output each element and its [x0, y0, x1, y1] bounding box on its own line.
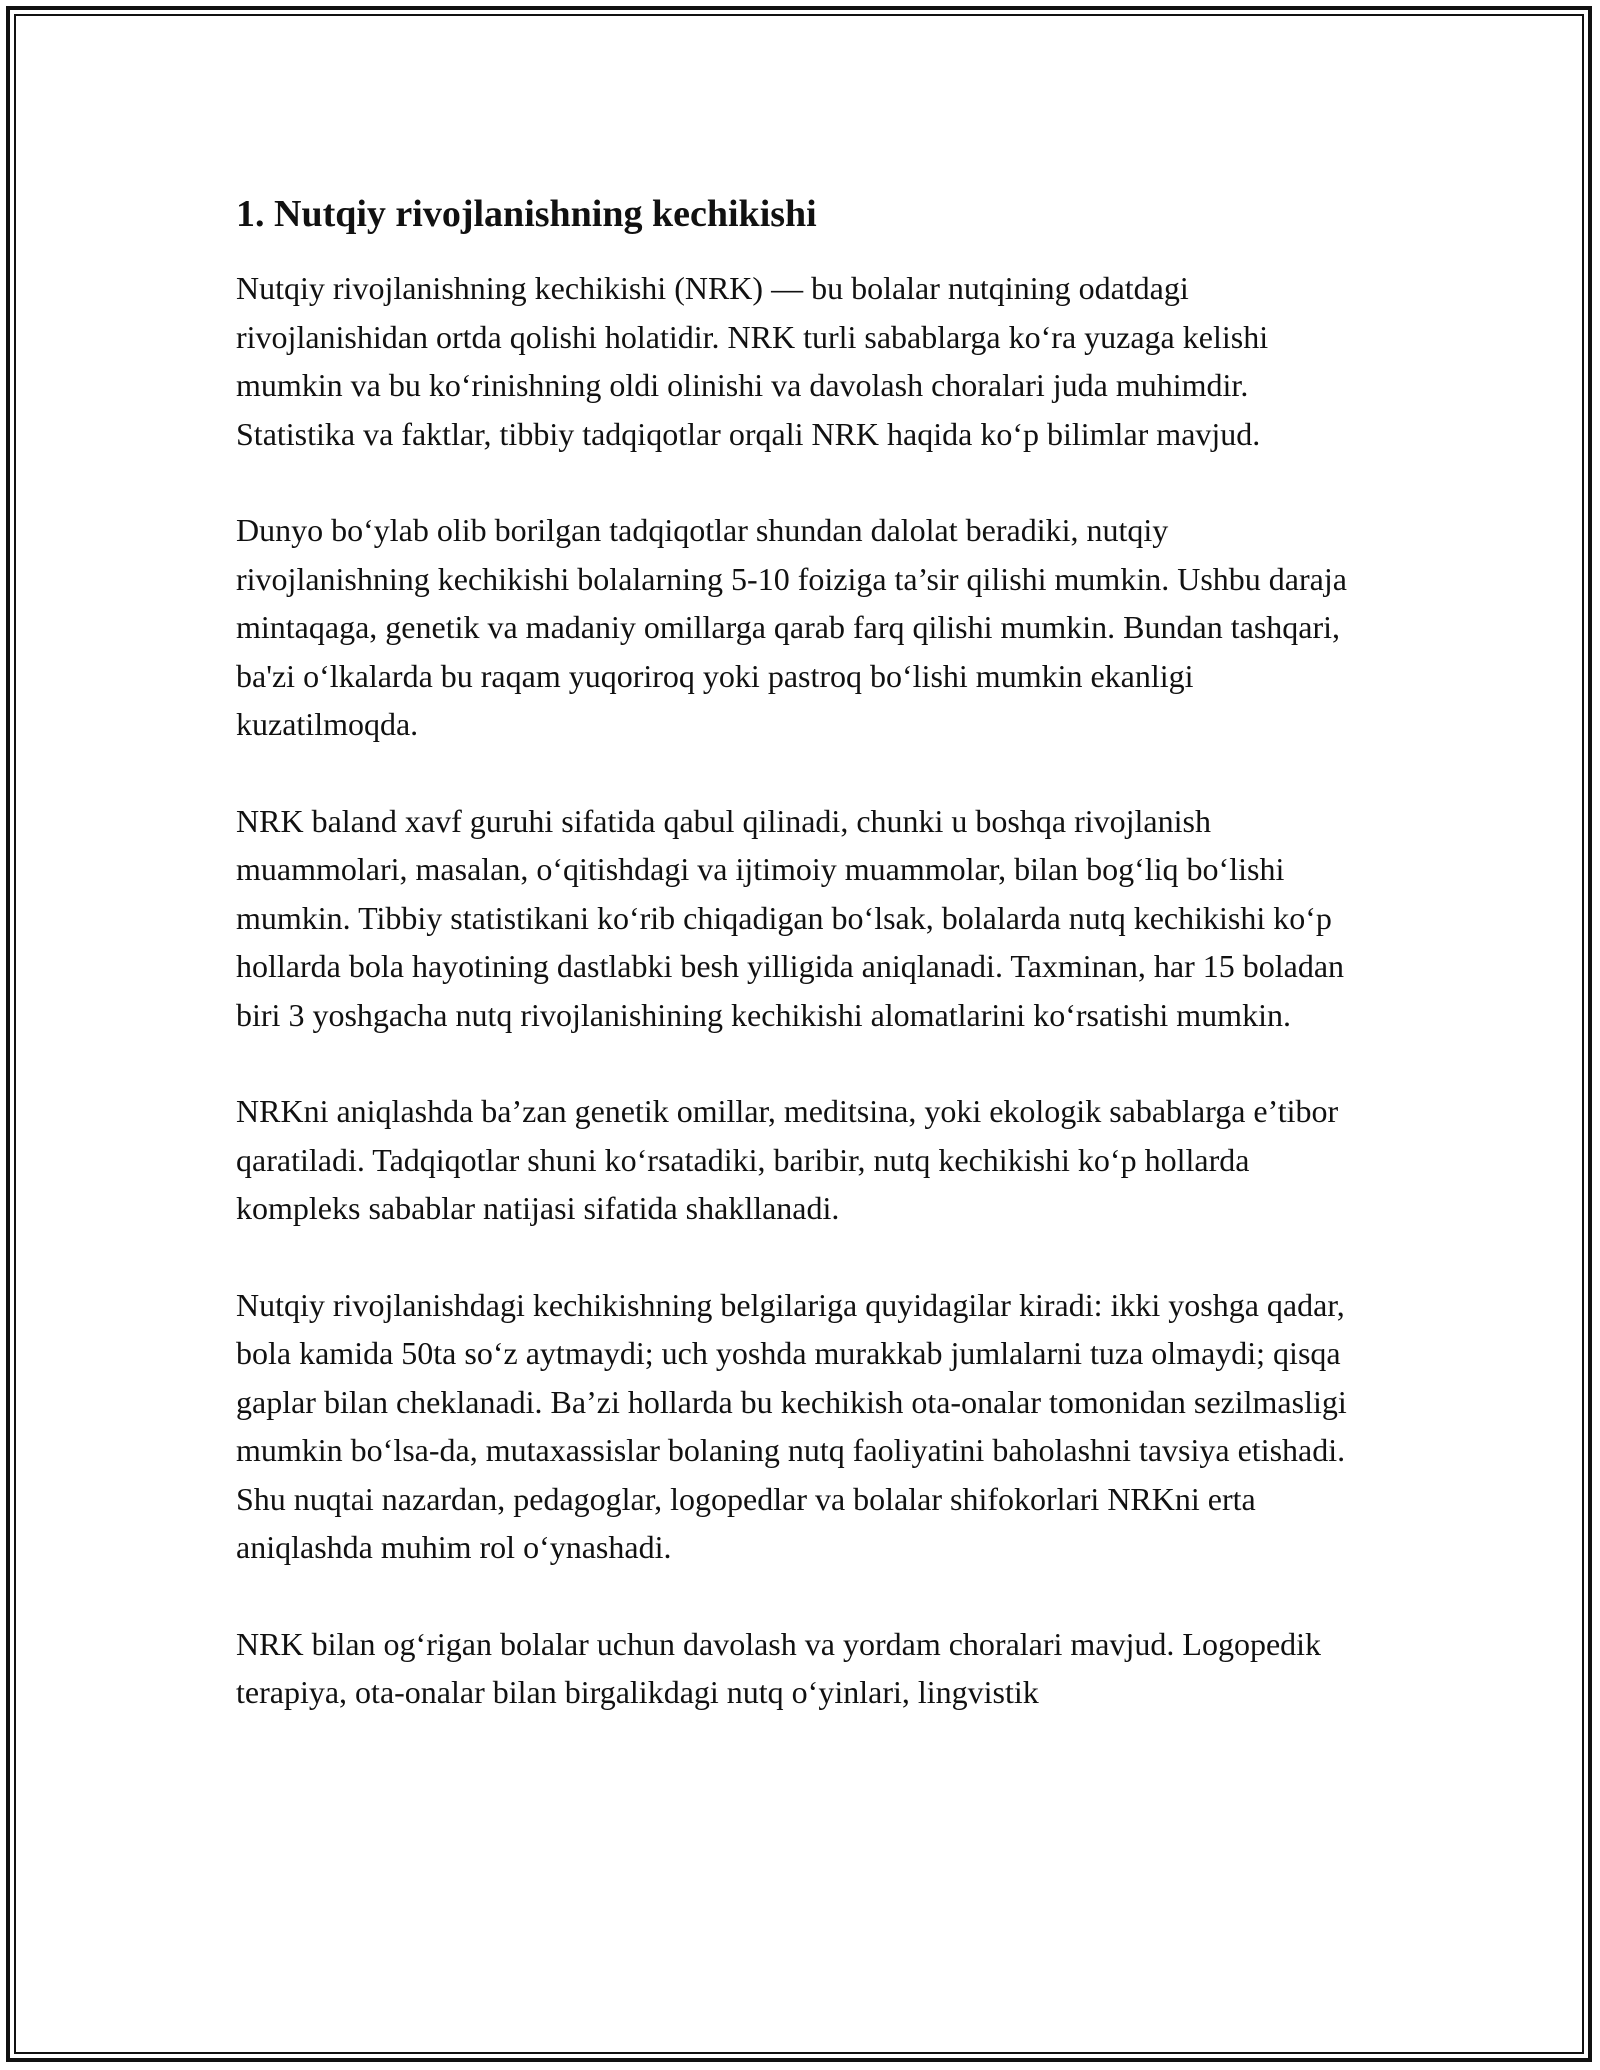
paragraph-causes: NRKni aniqlashda ba’zan genetik omillar, meditsina, yoki ekologik sabablarga e’tibor qaratiladi. Tadqiqotlar shuni ko‘rsatadiki, baribir, nutq kechikishi ko‘p hollarda kompleks sabablar natijasi sifatida shakllanadi. — [236, 1093, 1339, 1226]
section-heading: 1. Nutqiy rivojlanishning kechikishi — [236, 193, 817, 235]
paragraph-treatment: NRK bilan og‘rigan bolalar uchun davolash va yordam choralari mavjud. Logopedik terapiya, ota-onalar bilan birgalikdagi nutq o‘yinlari, lingvistik — [236, 1625, 1322, 1710]
paragraph-intro: Nutqiy rivojlanishning kechikishi (NRK) — bu bolalar nutqining odatdagi rivojlanishidan ortda qolishi holatidir. NRK turli sabablarga ko‘ra yuzaga kelishi mumkin va bu ko‘rinishning oldi olinishi va davolash choralari juda muhimdir. Statistika va faktlar, tibbiy tadqiqotlar orqali NRK haqida ko‘p bilimlar mavjud. — [236, 270, 1269, 452]
paragraph-signs: Nutqiy rivojlanishdagi kechikishning belgilariga quyidagilar kiradi: ikki yoshga qadar, bola kamida 50ta so‘z aytmaydi; uch yoshda murakkab jumlalarni tuza olmaydi; qisqa gaplar bilan cheklanadi. Ba’zi hollarda bu kechikish ota-onalar tomonidan sezilmasligi mumkin bo‘lsa-da, mutaxassislar bolaning nutq faoliyatini baholashni tavsiya etishadi. Shu nuqtai nazardan, pedagoglar, logopedlar va bolalar shifokorlari NRKni erta aniqlashda muhim rol o‘ynashadi. — [236, 1286, 1347, 1565]
paragraph-risk-group: NRK baland xavf guruhi sifatida qabul qilinadi, chunki u boshqa rivojlanish muammolari, masalan, o‘qitishdagi va ijtimoiy muammolar, bilan bog‘liq bo‘lishi mumkin. Tibbiy statistikani ko‘rib chiqadigan bo‘lsak, bolalarda nutq kechikishi ko‘p hollarda bola hayotining dastlabki besh yilligida aniqlanadi. Taxminan, har 15 boladan biri 3 yoshgacha nutq rivojlanishining kechikishi alomatlarini ko‘rsatishi mumkin. — [236, 802, 1345, 1033]
document-body — [236, 186, 1366, 1765]
paragraph-prevalence: Dunyo bo‘ylab olib borilgan tadqiqotlar shundan dalolat beradiki, nutqiy rivojlanishning kechikishi bolalarning 5-10 foiziga ta’sir qilishi mumkin. Ushbu daraja mintaqaga, genetik va madaniy omillarga qarab farq qilishi mumkin. Bundan tashqari, ba'zi o‘lkalarda bu raqam yuqoriroq yoki pastroq bo‘lishi mumkin ekanligi kuzatilmoqda. — [236, 512, 1347, 742]
